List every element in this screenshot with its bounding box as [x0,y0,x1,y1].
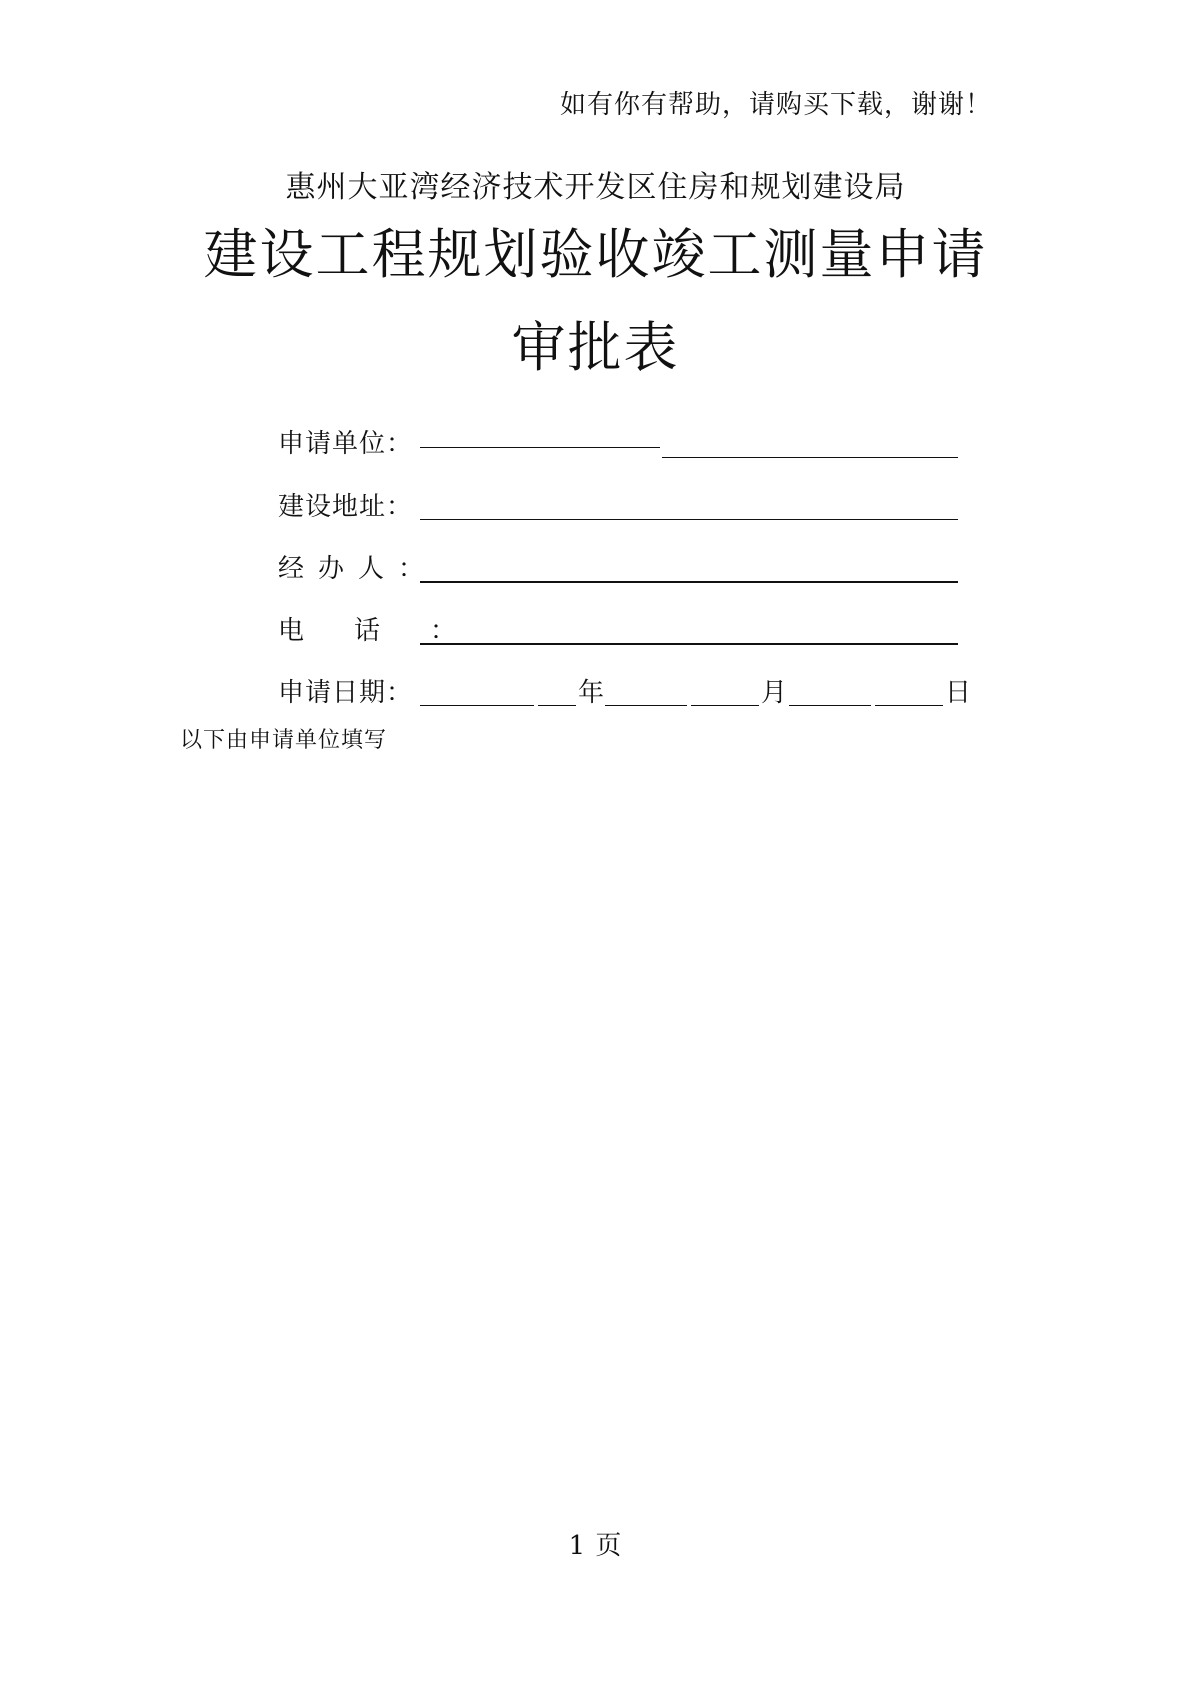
form-title-line2: 审批表 [511,316,680,379]
date-month-underline-a[interactable] [605,705,687,706]
phone-label: 电话： [278,616,507,646]
date-year-underline-a[interactable] [420,705,534,706]
date-year-underline-b[interactable] [538,705,576,706]
applicant-underline-a [420,447,660,448]
handler-label: 经办人： [278,554,439,584]
address-underline [420,519,958,520]
fill-instruction-note: 以下由申请单位填写 [180,728,388,753]
form-title-line1: 建设工程规划验收竣工测量申请 [203,223,988,286]
date-day-underline-b[interactable] [875,705,943,706]
organization-name: 惠州大亚湾经济技术开发区住房和规划建设局 [285,170,906,205]
date-month-underline-b[interactable] [691,705,759,706]
date-year-unit: 年 [578,678,605,708]
header-note: 如有你有帮助，请购买下载，谢谢！ [560,90,993,120]
page-number: 1 页 [568,1531,623,1561]
date-label: 申请日期： [278,678,414,708]
address-label: 建设地址： [278,492,414,522]
date-day-unit: 日 [945,678,972,708]
handler-underline [420,581,958,583]
applicant-underline-b [662,457,958,458]
date-month-unit: 月 [761,678,788,708]
date-day-underline-a[interactable] [789,705,871,706]
phone-underline [420,643,958,645]
applicant-label: 申请单位： [278,429,414,459]
